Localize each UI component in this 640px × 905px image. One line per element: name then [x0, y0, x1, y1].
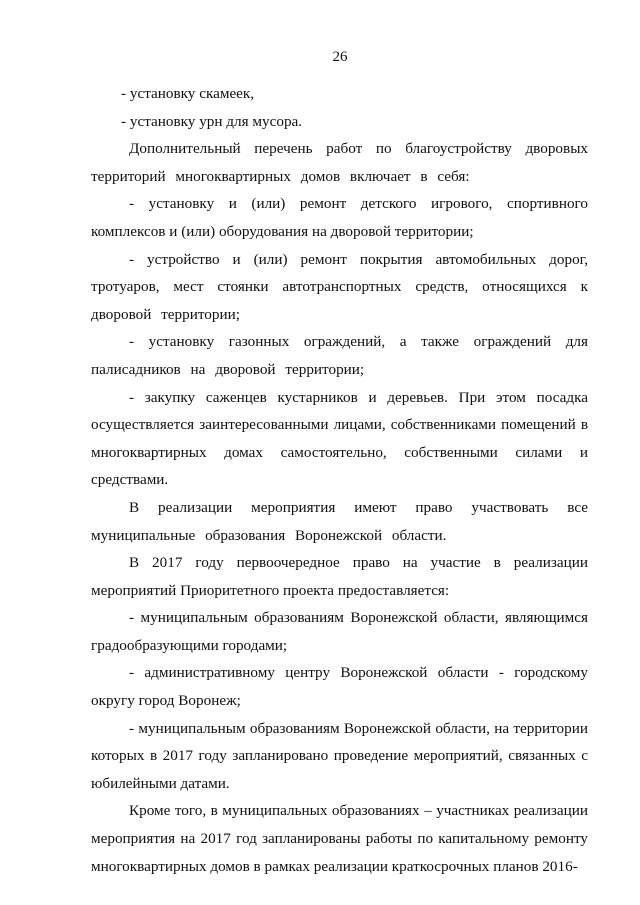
- paragraph-additional-works: Дополнительный перечень работ по благоустройству дворовых территорий многоквартирных домов включает в себя:: [91, 140, 588, 185]
- paragraph-participants: В реализации мероприятия имеют право участвовать все муниципальные образования Воронежской области.: [91, 498, 588, 544]
- list-item-benches: - установку скамеек,: [121, 85, 255, 102]
- document-body: [91, 80, 588, 880]
- page-number: 26: [332, 49, 348, 65]
- paragraph-capital-repair: Кроме того, в муниципальных образованиях – участниках реализации мероприятия на 2017 год запланированы работы по капитальному ремонту многоквартирных домов в рамках реализации краткосрочных планов 2016-: [91, 802, 588, 875]
- list-item-road-surface: - устройство и (или) ремонт покрытия автомобильных дорог, тротуаров, мест стоянки автотранспортных средств, относящихся к дворовой территории;: [91, 250, 588, 323]
- list-item-seedlings: - закупку саженцев кустарников и деревьев. При этом посадка осуществляется заинтересованными лицами, собственниками помещений в многоквартирных домах самостоятельно, собственными силами и средствами.: [91, 388, 588, 489]
- list-item-fences: - установку газонных ограждений, а также ограждений для палисадников на дворовой территории;: [91, 333, 588, 378]
- list-item-city-forming: - муниципальным образованиям Воронежской области, являющимся градообразующими городами;: [91, 609, 588, 654]
- list-item-anniversaries: - муниципальным образованиям Воронежской области, на территории которых в 2017 году запланировано проведение мероприятий, связанных с юбилейными датами.: [91, 719, 588, 792]
- list-item-trash-bins: - установку урн для мусора.: [121, 112, 303, 130]
- list-item-playground: - установку и (или) ремонт детского игрового, спортивного комплексов и (или) оборудования на дворовой территории;: [91, 195, 588, 240]
- paragraph-priority-right: В 2017 году первоочередное право на участие в реализации мероприятий Приоритетного проекта предоставляется:: [91, 554, 588, 599]
- list-item-administrative-center: - административному центру Воронежской области - городскому округу город Воронеж;: [91, 664, 588, 710]
